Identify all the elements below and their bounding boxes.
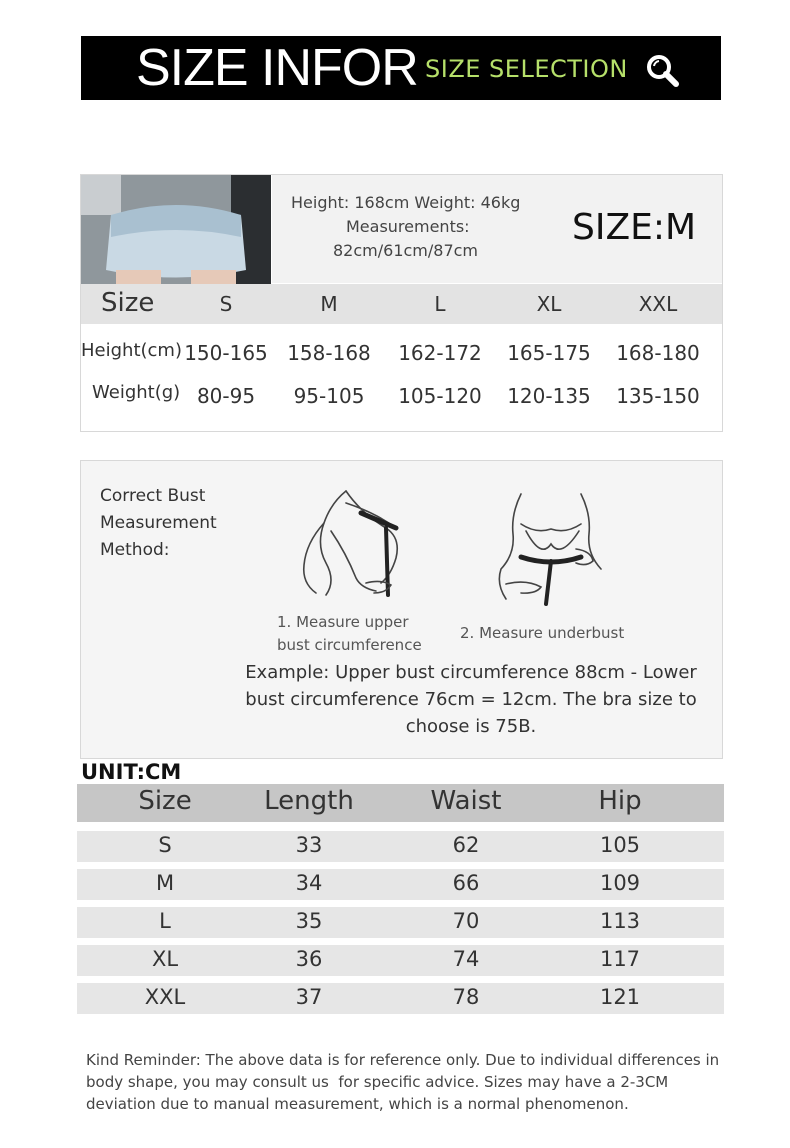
table-cell: 117 <box>599 947 641 971</box>
table-cell: 78 <box>452 985 480 1009</box>
table-row <box>77 831 724 862</box>
size-grid-cell: 165-175 <box>507 341 591 365</box>
length-table-header <box>77 784 724 822</box>
table-cell: 121 <box>599 985 641 1009</box>
table-cell: 74 <box>452 947 480 971</box>
kind-reminder <box>86 1049 726 1115</box>
reminder-line: deviation due to manual measurement, which is a normal phenomenon. <box>86 1095 629 1113</box>
example-line: Example: Upper bust circumference 88cm - Lower <box>245 662 697 683</box>
size-grid-cell: 150-165 <box>184 341 268 365</box>
table-cell: 37 <box>295 985 323 1009</box>
bust-title <box>100 483 270 564</box>
table-row <box>77 945 724 976</box>
bust-example <box>226 659 716 740</box>
caption-upper-bust <box>277 611 422 657</box>
size-grid-size: XXL <box>638 292 678 316</box>
table-header-cell: Hip <box>598 786 642 816</box>
table-cell: 35 <box>295 909 323 933</box>
unit-label: UNIT:CM <box>81 760 182 784</box>
model-photo <box>81 175 271 285</box>
size-grid-size: XL <box>536 292 562 316</box>
banner-subtitle: SIZE SELECTION <box>425 55 628 83</box>
table-cell: L <box>159 909 171 933</box>
size-grid-size: S <box>219 292 233 316</box>
header-banner <box>81 36 721 100</box>
size-grid-cell: 95-105 <box>293 384 365 408</box>
size-grid-header <box>81 284 722 324</box>
table-cell: 113 <box>599 909 641 933</box>
reminder-line: Kind Reminder: The above data is for reference only. Due to individual differences in <box>86 1051 720 1069</box>
bust-title-line: Method: <box>100 540 170 560</box>
model-measurements-value: 82cm/61cm/87cm <box>333 241 479 260</box>
table-row <box>77 869 724 900</box>
table-header-cell: Waist <box>430 786 502 816</box>
underbust-illustration <box>491 489 611 607</box>
size-grid-cell: 80-95 <box>196 384 256 408</box>
banner-title: SIZE INFOR <box>136 39 418 97</box>
size-grid-row-label: Weight(g) <box>92 382 181 403</box>
table-cell: M <box>155 871 175 895</box>
example-line: bust circumference 76cm = 12cm. The bra size to <box>245 689 697 710</box>
table-cell: 105 <box>599 833 641 857</box>
table-row <box>77 907 724 938</box>
size-grid-size: M <box>320 292 338 316</box>
size-grid-cell: 162-172 <box>398 341 482 365</box>
table-cell: XXL <box>144 985 186 1009</box>
model-info <box>272 175 722 283</box>
table-cell: 62 <box>452 833 480 857</box>
model-size-panel <box>80 174 723 432</box>
caption-underbust: 2. Measure underbust <box>460 624 625 642</box>
example-line: choose is 75B. <box>405 716 537 737</box>
table-cell: 70 <box>452 909 480 933</box>
size-grid-cell: 120-135 <box>507 384 591 408</box>
reminder-line: body shape, you may consult us for specific advice. Sizes may have a 2-3CM <box>86 1073 669 1091</box>
bust-measurement-panel <box>80 460 723 759</box>
search-icon <box>645 53 679 87</box>
table-cell: 66 <box>452 871 480 895</box>
table-header-cell: Size <box>138 786 192 816</box>
table-cell: 34 <box>295 871 323 895</box>
table-cell: 109 <box>599 871 641 895</box>
upper-bust-illustration <box>286 483 426 603</box>
table-cell: XL <box>151 947 179 971</box>
bust-title-line: Measurement <box>100 513 217 533</box>
caption-line: 1. Measure upper <box>277 613 409 631</box>
size-grid-cell: 158-168 <box>287 341 371 365</box>
table-row <box>77 983 724 1014</box>
model-size-badge: SIZE:M <box>572 207 697 248</box>
size-grid-header-label: Size <box>101 288 155 318</box>
bust-title-line: Correct Bust <box>100 486 206 506</box>
size-grid-size: L <box>434 292 446 316</box>
size-grid-cell: 168-180 <box>616 341 700 365</box>
table-cell: 36 <box>295 947 323 971</box>
size-grid-cell: 135-150 <box>616 384 700 408</box>
size-grid-cell: 105-120 <box>398 384 482 408</box>
table-cell: S <box>158 833 172 857</box>
table-cell: 33 <box>295 833 323 857</box>
model-measurements-label: Measurements: <box>346 217 470 236</box>
model-height-weight: Height: 168cm Weight: 46kg <box>291 193 521 212</box>
table-header-cell: Length <box>264 786 354 816</box>
caption-line: bust circumference <box>277 636 422 654</box>
size-grid-row-label: Height(cm) <box>81 340 182 361</box>
